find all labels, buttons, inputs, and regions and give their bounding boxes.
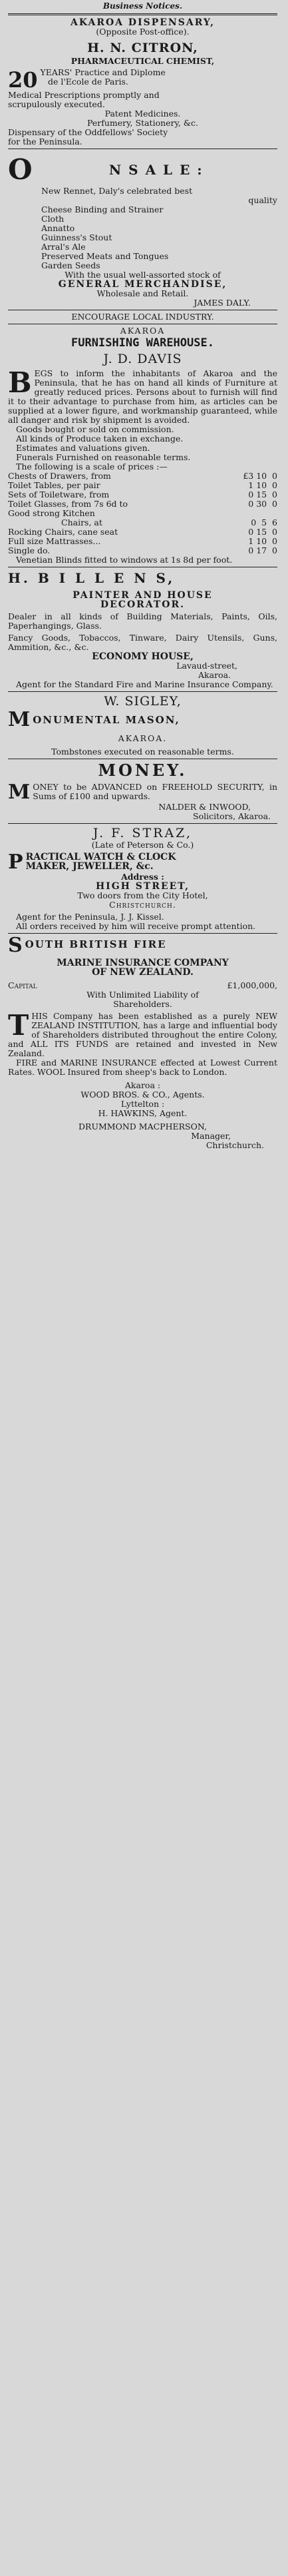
davis-paragraph: Estimates and valuations given.	[16, 443, 150, 453]
price-list	[8, 472, 277, 555]
citron-title: AKAROA DISPENSARY,	[71, 17, 215, 28]
price-row	[8, 472, 277, 481]
price-row	[8, 546, 277, 555]
straz-street: HIGH STREET,	[95, 881, 190, 892]
billens-name: H. B I L L E N S,	[8, 570, 176, 586]
price-amount	[217, 509, 277, 518]
money-drop-letter: M	[8, 781, 31, 804]
section-header: Business Notices.	[102, 1, 183, 11]
davis-paragraph: Funerals Furnished on reasonable terms.	[16, 452, 191, 462]
billens-trade: DECORATOR.	[100, 599, 185, 610]
sbf-manager: Manager,	[191, 1131, 231, 1141]
price-amount: £3 10 0	[243, 471, 277, 481]
daly-name: JAMES DALY.	[194, 298, 251, 308]
davis-advert	[8, 312, 277, 565]
divider	[8, 13, 277, 15]
sbf-line: OUTH BRITISH FIRE	[25, 938, 167, 950]
price-row	[8, 481, 277, 490]
davis-scale: The following is a scale of prices :—	[16, 462, 168, 472]
notices-column	[8, 0, 277, 1150]
citron-advert	[8, 18, 277, 147]
price-item: Toilet Glasses, from 7s 6d to	[8, 499, 128, 509]
sbf-drop-letter: S	[8, 934, 23, 957]
straz-advert	[8, 826, 277, 931]
sbf-capital-amount: £1,000,000,	[227, 980, 277, 990]
sbf-line: MARINE INSURANCE COMPANY	[57, 958, 229, 968]
sigley-drop-letter: M	[8, 708, 31, 731]
straz-orders: All orders received by him will receive prompt attention.	[16, 921, 256, 931]
sbf-capital-label: Capital	[8, 980, 37, 990]
sbf-shareholders: Shareholders.	[113, 999, 172, 1009]
straz-agent: Agent for the Peninsula, J. J. Kissel.	[16, 912, 164, 922]
davis-drop-letter: B	[8, 366, 32, 399]
citron-name: H. N. CITRON,	[87, 41, 198, 55]
south-british-advert	[8, 936, 277, 1150]
straz-city: Christchurch.	[109, 900, 176, 910]
sbf-lyttelton: Lyttelton :	[120, 1099, 165, 1109]
sbf-akaroa: Akaroa :	[124, 1080, 161, 1090]
price-item: Toilet Tables, per pair	[8, 480, 100, 490]
price-item: Full size Mattrasses...	[8, 536, 101, 546]
davis-encourage: ENCOURAGE LOCAL INDUSTRY.	[71, 312, 214, 322]
daly-item: Garden Seeds	[41, 260, 100, 270]
price-amount: 0 30 0	[248, 499, 277, 509]
price-row	[8, 537, 277, 546]
money-firm: NALDER & INWOOD,	[158, 802, 251, 812]
daly-wholesale: Wholesale and Retail.	[96, 288, 189, 298]
price-item: Chairs, at	[61, 517, 102, 527]
price-row	[8, 518, 277, 527]
citron-line: Patent Medicines.	[104, 109, 181, 119]
billens-town: Akaroa.	[198, 670, 231, 680]
daly-with: With the usual well-assorted stock of	[65, 270, 221, 280]
citron-line: for the Peninsula.	[8, 137, 82, 147]
straz-line: RACTICAL WATCH & CLOCK	[25, 852, 176, 862]
sbf-wood: WOOD BROS. & CO., Agents.	[80, 1090, 205, 1100]
price-item: Rocking Chairs, cane seat	[8, 527, 118, 537]
citron-line: Dispensary of the Oddfellows' Society	[8, 127, 168, 137]
money-title: MONEY.	[98, 761, 188, 780]
daly-item: New Rennet, Daly's celebrated best	[41, 186, 193, 196]
citron-role: PHARMACEUTICAL CHEMIST,	[71, 56, 215, 66]
sbf-unlimited: With Unlimited Liability of	[86, 990, 199, 1000]
price-amount: 0 17 0	[248, 545, 277, 555]
davis-title: FURNISHING WAREHOUSE.	[71, 336, 214, 350]
citron-subtitle: (Opposite Post-office).	[96, 27, 190, 37]
daly-item: Preserved Meats and Tongues	[41, 251, 169, 261]
price-amount: 0 15 0	[248, 489, 277, 499]
billens-advert	[8, 569, 277, 689]
daly-item: Guinness's Stout	[41, 232, 112, 242]
price-item: Chests of Drawers, from	[8, 471, 111, 481]
davis-venetian: Venetian Blinds fitted to windows at 1s 8d per foot.	[16, 555, 233, 565]
sbf-christchurch: Christchurch.	[206, 1140, 264, 1150]
divider	[8, 933, 277, 934]
daly-on-sale: N S A L E :	[108, 162, 204, 178]
billens-agent: Agent for the Standard Fire and Marine Insurance Company.	[16, 679, 273, 689]
sbf-line: OF NEW ZEALAND.	[92, 967, 194, 978]
daly-advert	[8, 153, 277, 308]
sigley-title: ONUMENTAL MASON,	[33, 714, 180, 726]
price-amount: 1 10 0	[248, 536, 277, 546]
davis-name: J. D. DAVIS	[103, 352, 182, 366]
sbf-hawkins: H. HAWKINS, Agent.	[98, 1108, 188, 1118]
money-advert	[8, 761, 277, 821]
price-amount: 0 15 0	[248, 527, 277, 537]
billens-paragraph: Fancy Goods, Tobaccos, Tinware, Dairy Utensils, Guns, Ammition, &c., &c.	[8, 633, 277, 652]
straz-name: J. F. STRAZ,	[92, 826, 193, 840]
billens-paragraph: Dealer in all kinds of Building Materials, Paints, Oils, Paperhangings, Glass.	[8, 611, 277, 631]
citron-line: Perfumery, Stationery, &c.	[87, 118, 198, 128]
straz-late: (Late of Peterson & Co.)	[91, 840, 194, 850]
price-item: Sets of Toiletware, from	[8, 489, 110, 499]
sbf-capital	[8, 981, 277, 990]
sbf-drummond: DRUMMOND MACPHERSON,	[78, 1122, 207, 1131]
davis-paragraph: EGS to inform the inhabitants of Akaroa and the Peninsula, that he has on hand all kinds of Furniture at greatly reduced prices. Persons about to furnish will find it to their advantage to purchase from him, as articles can be supplied at a lower figure, and workmanship guaranteed, while all danger and risk by shipment is avoided.	[8, 368, 277, 425]
daly-item: quality	[248, 195, 277, 205]
straz-two-doors: Two doors from the City Hotel,	[77, 890, 208, 900]
sbf-paragraph: FIRE and MARINE INSURANCE effected at Lowest Current Rates. WOOL Insured from sheep's back to London.	[8, 1058, 277, 1077]
daly-general: GENERAL MERCHANDISE,	[58, 279, 227, 290]
straz-line: MAKER, JEWELLER, &c.	[25, 861, 154, 872]
davis-paragraph: Goods bought or sold on commission.	[16, 424, 174, 434]
price-item: Single do.	[8, 545, 51, 555]
daly-item: Annatto	[41, 223, 75, 233]
price-amount: 1 10 0	[248, 480, 277, 490]
divider	[8, 691, 277, 692]
billens-house: ECONOMY HOUSE,	[92, 651, 194, 662]
daly-drop-letter: O	[8, 153, 33, 186]
price-row	[8, 509, 277, 518]
sigley-town: AKAROA.	[118, 733, 168, 743]
price-row	[8, 499, 277, 509]
price-row	[8, 490, 277, 499]
davis-akaroa: AKAROA	[120, 326, 166, 336]
straz-drop-letter: P	[8, 850, 23, 874]
sbf-drop-letter-2: T	[8, 1009, 29, 1042]
davis-paragraph: All kinds of Produce taken in exchange.	[16, 434, 184, 444]
sbf-paragraph: HIS Company has been established as a purely NEW ZEALAND INSTITUTION, has a large and influential body of Shareholders distributed throughout the entire Colony, and ALL ITS FUNDS are retained and invested in New Zealand.	[8, 1011, 277, 1058]
straz-address-label: Address :	[121, 872, 164, 882]
billens-trade: PAINTER AND HOUSE	[72, 590, 213, 601]
citron-line: scrupulously executed.	[8, 99, 105, 109]
citron-years-number: 20	[8, 67, 38, 93]
price-amount: 0 5 6	[251, 517, 277, 527]
citron-line: YEARS' Practice and Diplome	[40, 67, 166, 77]
sigley-text: Tombstones executed on reasonable terms.	[51, 747, 234, 757]
price-item: Good strong Kitchen	[8, 508, 95, 518]
money-paragraph: ONEY to be ADVANCED on FREEHOLD SECURITY, in Sums of £100 and upwards.	[33, 782, 277, 801]
divider	[8, 823, 277, 824]
daly-item: Cheese Binding and Strainer	[41, 204, 164, 214]
daly-item: Cloth	[41, 214, 65, 224]
money-solicitors: Solicitors, Akaroa.	[193, 811, 271, 821]
citron-line: de l'Ecole de Paris.	[48, 77, 128, 87]
daly-item: Arral's Ale	[41, 242, 86, 252]
sigley-advert	[8, 694, 277, 757]
sigley-name: W. SIGLEY,	[104, 694, 182, 709]
price-row	[8, 527, 277, 537]
citron-line: Medical Prescriptions promptly and	[8, 90, 160, 100]
billens-street: Lavaud-street,	[176, 661, 237, 671]
